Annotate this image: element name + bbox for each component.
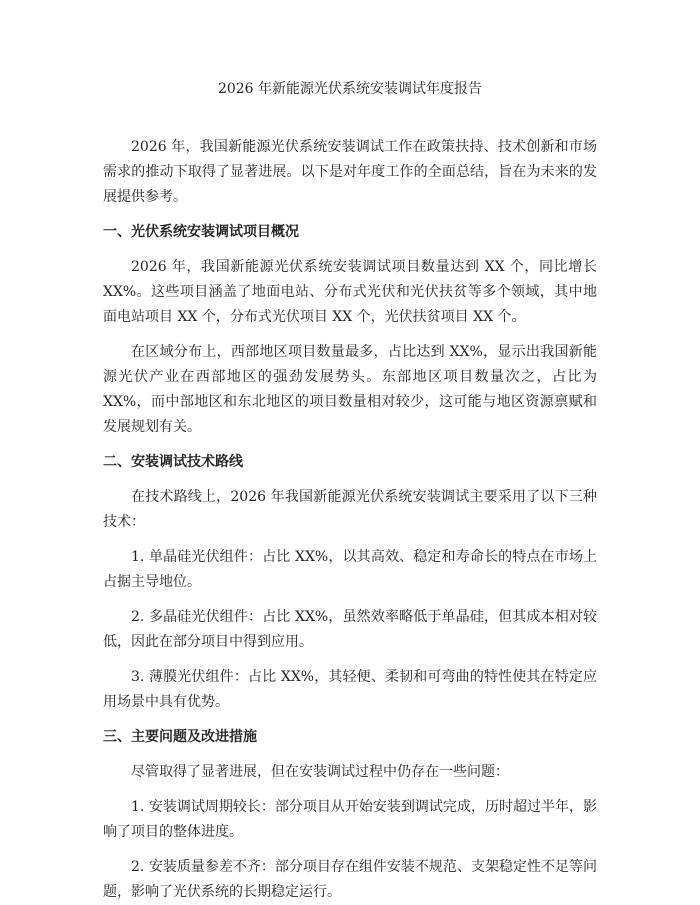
tech-item-thin-film: 3. 薄膜光伏组件：占比 XX%，其轻便、柔韧和可弯曲的特性使其在特定应用场景中具有优势。: [103, 669, 597, 710]
section-heading-tech-route: 二、安装调试技术路线: [103, 454, 243, 470]
tech-item-polycrystalline: 2. 多晶硅光伏组件：占比 XX%，虽然效率略低于单晶硅，但其成本相对较低，因此在部分项目中得到应用。: [103, 609, 597, 650]
section-heading-problems: 三、主要问题及改进措施: [103, 729, 257, 745]
problem-item-quality: 2. 安装质量参差不齐：部分项目存在组件安装不规范、支架稳定性不足等问题，影响了光伏系统的长期稳定运行。: [103, 859, 597, 900]
document-title: 2026 年新能源光伏系统安装调试年度报告: [217, 81, 483, 97]
problems-intro: 尽管取得了显著进展，但在安装调试过程中仍存在一些问题：: [131, 764, 509, 780]
overview-paragraph-1: 2026 年，我国新能源光伏系统安装调试项目数量达到 XX 个，同比增长 XX%。这些项目涵盖了地面电站、分布式光伏和光伏扶贫等多个领域，其中地面电站项目 XX 个，分布式光伏项目 XX 个，光伏扶贫项目 XX 个。: [103, 259, 597, 325]
overview-paragraph-2: 在区域分布上，西部地区项目数量最多，占比达到 XX%，显示出我国新能源光伏产业在西部地区的强劲发展势头。东部地区项目数量次之，占比为 XX%，而中部地区和东北地区的项目数量相对较少，这可能与地区资源禀赋和发展规划有关。: [103, 344, 597, 435]
tech-item-monocrystalline: 1. 单晶硅光伏组件：占比 XX%，以其高效、稳定和寿命长的特点在市场上占据主导地位。: [103, 549, 597, 590]
section-heading-overview: 一、光伏系统安装调试项目概况: [103, 224, 299, 240]
intro-paragraph: 2026 年，我国新能源光伏系统安装调试工作在政策扶持、技术创新和市场需求的推动下取得了显著进展。以下是对年度工作的全面总结，旨在为未来的发展提供参考。: [103, 139, 597, 205]
tech-route-intro: 在技术路线上，2026 年我国新能源光伏系统安装调试主要采用了以下三种技术：: [103, 489, 597, 530]
problem-item-long-cycle: 1. 安装调试周期较长：部分项目从开始安装到调试完成，历时超过半年，影响了项目的整体进度。: [103, 799, 597, 840]
